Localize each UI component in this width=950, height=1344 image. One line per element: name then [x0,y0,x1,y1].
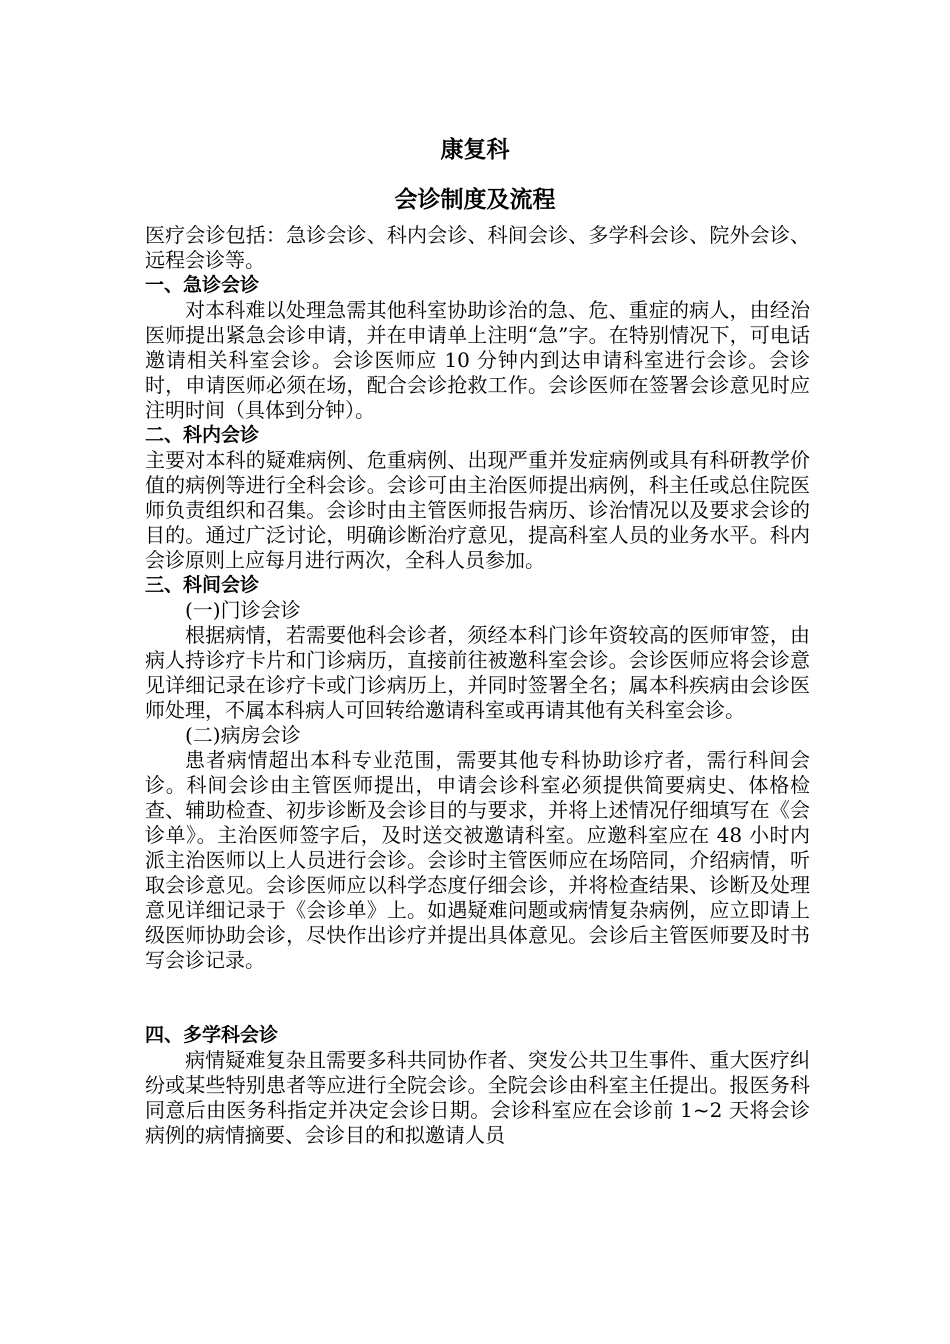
section-heading-interdepartment: 三、科间会诊 [145,574,260,596]
section-heading-multidisciplinary: 四、多学科会诊 [145,1024,279,1046]
subsection-ward: (二)病房会诊 [185,723,301,747]
spacer [145,973,810,1023]
intro-paragraph: 医疗会诊包括：急诊会诊、科内会诊、科间会诊、多学科会诊、院外会诊、远程会诊等。 [145,223,810,272]
ward-paragraph: 患者病情超出本科专业范围，需要其他专科协助诊疗者，需行科间会诊。科间会诊由主管医师提出，申请会诊科室必须提供简要病史、体格检查、辅助检查、初步诊断及会诊目的与要求，并将上述情况仔细填写在《会诊单》。主治医师签字后，及时送交被邀请科室。应邀科室应在 48 小时内派主治医师以上人员进行会诊。会诊时主管医师应在场陪同，介绍病情，听取会诊意见。会诊医师应以科学态度仔细会诊，并将检查结果、诊断及处理意见详细记录于《会诊单》上。如遇疑难问题或病情复杂病例，应立即请上级医师协助会诊，尽快作出诊疗并提出具体意见。会诊后主管医师要及时书写会诊记录。 [145,748,810,972]
document-subtitle: 会诊制度及流程 [394,187,556,213]
emergency-paragraph: 对本科难以处理急需其他科室协助诊治的急、危、重症的病人，由经治医师提出紧急会诊申请，并在申请单上注明“急”字。在特别情况下，可电话邀请相关科室会诊。会诊医师应 10 分钟内到达申请科室进行会诊。会诊时，申请医师必须在场，配合会诊抢救工作。会诊医师在签署会诊意见时应注明时间（具体到分钟）。 [145,298,810,422]
subsection-outpatient: (一)门诊会诊 [185,598,301,622]
outpatient-paragraph: 根据病情，若需要他科会诊者，须经本科门诊年资较高的医师审签，由病人持诊疗卡片和门诊病历，直接前往被邀科室会诊。会诊医师应将会诊意见详细记录在诊疗卡或门诊病历上，并同时签署全名；属本科疾病由会诊医师处理，不属本科病人可回转给邀请科室或再请其他有关科室会诊。 [145,623,810,722]
section-heading-internal: 二、科内会诊 [145,424,260,446]
document-body [145,223,810,1148]
section-heading-emergency: 一、急诊会诊 [145,274,260,296]
multidisciplinary-paragraph: 病情疑难复杂且需要多科共同协作者、突发公共卫生事件、重大医疗纠纷或某些特别患者等应进行全院会诊。全院会诊由科室主任提出。报医务科同意后由医务科指定并决定会诊日期。会诊科室应在会诊前 1~2 天将会诊病例的病情摘要、会诊目的和拟邀请人员 [145,1048,810,1147]
internal-paragraph: 主要对本科的疑难病例、危重病例、出现严重并发症病例或具有科研教学价值的病例等进行全科会诊。会诊可由主治医师提出病例，科主任或总住院医师负责组织和召集。会诊时由主管医师报告病历、诊治情况以及要求会诊的目的。通过广泛讨论，明确诊断治疗意见，提高科室人员的业务水平。科内会诊原则上应每月进行两次，全科人员参加。 [145,448,810,572]
document-title: 康复科 [440,137,510,163]
